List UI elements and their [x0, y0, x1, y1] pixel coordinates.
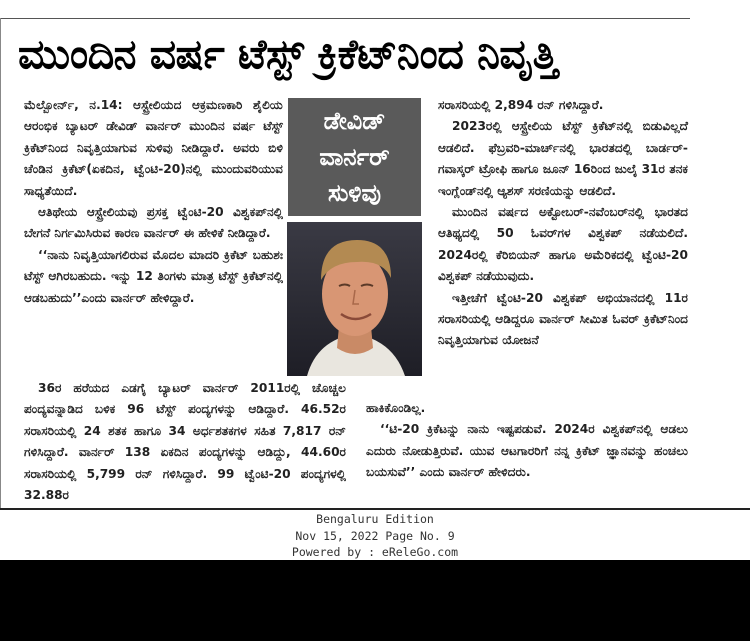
blank-area: [0, 560, 750, 641]
paragraph: ಆತಿಥೇಯ ಆಸ್ಟ್ರೇಲಿಯವು ಪ್ರಸಕ್ತ ಟ್ವೆಂಟಿ-20 ವಿಶ್ವಕಪ್‌ನಲ್ಲಿ ಬೇಗನೆ ನಿರ್ಗಮಿಸಿರುವ ಕಾರಣ ವಾರ್ನರ್ ಈ ಹೇಳಿಕೆ ನೀಡಿದ್ದಾರೆ.: [24, 205, 283, 241]
article-column-5: [366, 398, 688, 484]
headline: ಮುಂದಿನ ವರ್ಷ ಟೆಸ್ಟ್ ಕ್ರಿಕೆಟ್‌ನಿಂದ ನಿವೃತ್ತಿ: [18, 30, 558, 78]
portrait-icon: [287, 222, 422, 376]
player-photo: [287, 222, 422, 376]
edition-label: Bengaluru Edition: [316, 512, 434, 526]
article-column-3: [438, 95, 688, 352]
article-column-1: [24, 95, 283, 309]
paragraph: 2023ರಲ್ಲಿ ಆಸ್ಟ್ರೇಲಿಯ ಟೆಸ್ಟ್ ಕ್ರಿಕೆಟ್‌ನಲ್ಲಿ ಬಿಡುವಿಲ್ಲದೆ ಆಡಲಿದೆ. ಫೆಬ್ರವರಿ-ಮಾರ್ಚ್‌ನಲ್ಲಿ ಭಾರತದಲ್ಲಿ ಬಾರ್ಡರ್-ಗವಾಸ್ಕರ್ ಟ್ರೋಫಿ ಹಾಗೂ ಜೂನ್ 16ರಿಂದ ಜುಲೈ 31ರ ತನಕ ಇಂಗ್ಲೆಂಡ್‌ನಲ್ಲಿ ಆ್ಯಶಸ್ ಸರಣಿಯನ್ನು ಆಡಲಿದೆ.: [438, 119, 688, 198]
left-rule: [0, 18, 1, 510]
paragraph: ಮುಂದಿನ ವರ್ಷದ ಅಕ್ಟೋಬರ್-ನವೆಂಬರ್‌ನಲ್ಲಿ ಭಾರತದ ಆತಿಥ್ಯದಲ್ಲಿ 50 ಓವರ್‌ಗಳ ವಿಶ್ವಕಪ್ ನಡೆಯಲಿದೆ. 2024ರಲ್ಲಿ ಕೆರಿಬಿಯನ್ ಹಾಗೂ ಅಮೆರಿಕದಲ್ಲಿ ಟ್ವೆಂಟಿ-20 ವಿಶ್ವಕಪ್ ನಡೆಯುವುದು.: [438, 205, 688, 284]
paragraph: 36ರ ಹರೆಯದ ಎಡಗೈ ಬ್ಯಾಟರ್ ವಾರ್ನರ್ 2011ರಲ್ಲಿ ಚೊಚ್ಚಲ ಪಂದ್ಯವನ್ನಾಡಿದ ಬಳಿಕ 96 ಟೆಸ್ಟ್ ಪಂದ್ಯಗಳನ್ನು ಆಡಿದ್ದಾರೆ. 46.52ರ ಸರಾಸರಿಯಲ್ಲಿ 24 ಶತಕ ಹಾಗೂ 34 ಅರ್ಧಶತಕಗಳ ಸಹಿತ 7,817 ರನ್ ಗಳಿಸಿದ್ದಾರೆ. ವಾರ್ನರ್ 138 ಏಕದಿನ ಪಂದ್ಯಗಳನ್ನು ಆಡಿದ್ದು, 44.60ರ ಸರಾಸರಿಯಲ್ಲಿ 5,799 ರನ್ ಗಳಿಸಿದ್ದಾರೆ. 99 ಟ್ವೆಂಟಿ-20 ಪಂದ್ಯಗಳಲ್ಲಿ 32.88ರ: [24, 381, 346, 503]
box-line: ಡೇವಿಡ್: [323, 107, 386, 135]
box-line: ವಾರ್ನರ್: [319, 143, 390, 171]
paragraph: ಹಾಕಿಕೊಂಡಿಲ್ಲ.: [366, 401, 426, 415]
top-rule: [0, 18, 690, 19]
sidebar-label-box: [288, 98, 421, 216]
paragraph: ಇತ್ತೀಚೆಗೆ ಟ್ವೆಂಟಿ-20 ವಿಶ್ವಕಪ್ ಅಭಿಯಾನದಲ್ಲಿ 11ರ ಸರಾಸರಿಯಲ್ಲಿ ಆಡಿದ್ದರೂ ವಾರ್ನರ್ ಸೀಮಿತ ಓವರ್ ಕ್ರಿಕೆಟ್‌ನಿಂದ ನಿವೃತ್ತಿಯಾಗುವ ಯೋಜನೆ: [438, 290, 688, 348]
page-footer: [0, 510, 750, 561]
powered-by-label: Powered by : eReleGo.com: [291, 545, 459, 559]
date-page-label: Nov 15, 2022 Page No. 9: [295, 528, 455, 543]
article-column-4: [24, 378, 346, 506]
paragraph: ‘‘ಟಿ-20 ಕ್ರಿಕೆಟನ್ನು ನಾನು ಇಷ್ಟಪಡುವೆ. 2024ರ ವಿಶ್ವಕಪ್‌ನಲ್ಲಿ ಆಡಲು ಎದುರು ನೋಡುತ್ತಿರುವೆ. ಯುವ ಆಟಗಾರರಿಗೆ ನನ್ನ ಕ್ರಿಕೆಟ್ ಜ್ಞಾನವನ್ನು ಹಂಚಲು ಬಯಸುವೆ’’ ಎಂದು ವಾರ್ನರ್ ಹೇಳಿದರು.: [366, 422, 688, 480]
paragraph: ಸರಾಸರಿಯಲ್ಲಿ 2,894 ರನ್ ಗಳಿಸಿದ್ದಾರೆ.: [438, 98, 604, 112]
paragraph: ಮೆಲ್ಬೋರ್ನ್, ನ.14: ಆಸ್ಟ್ರೇಲಿಯದ ಆಕ್ರಮಣಕಾರಿ ಶೈಲಿಯ ಆರಂಭಿಕ ಬ್ಯಾಟರ್ ಡೇವಿಡ್ ವಾರ್ನರ್ ಮುಂದಿನ ವರ್ಷ ಟೆಸ್ಟ್ ಕ್ರಿಕೆಟ್‌ನಿಂದ ನಿವೃತ್ತಿಯಾಗುವ ಸುಳಿವು ನೀಡಿದ್ದಾರೆ. ಅವರು ಬಿಳಿ ಚೆಂಡಿನ ಕ್ರಿಕೆಟ್(ಏಕದಿನ, ಟ್ವೆಂಟಿ-20)ನಲ್ಲಿ ಮುಂದುವರಿಯುವ ಸಾಧ್ಯತೆಯಿದೆ.: [24, 98, 283, 198]
box-line: ಸುಳಿವು: [327, 179, 382, 207]
paragraph: ‘‘ನಾನು ನಿವೃತ್ತಿಯಾಗಲಿರುವ ಮೊದಲ ಮಾದರಿ ಕ್ರಿಕೆಟ್ ಬಹುಶಃ ಟೆಸ್ಟ್ ಆಗಿರಬಹುದು. ಇನ್ನು 12 ತಿಂಗಳು ಮಾತ್ರ ಟೆಸ್ಟ್ ಕ್ರಿಕೆಟ್‌ನಲ್ಲಿ ಆಡಬಹುದು’’ಎಂದು ವಾರ್ನರ್ ಹೇಳಿದ್ದಾರೆ.: [24, 247, 283, 305]
